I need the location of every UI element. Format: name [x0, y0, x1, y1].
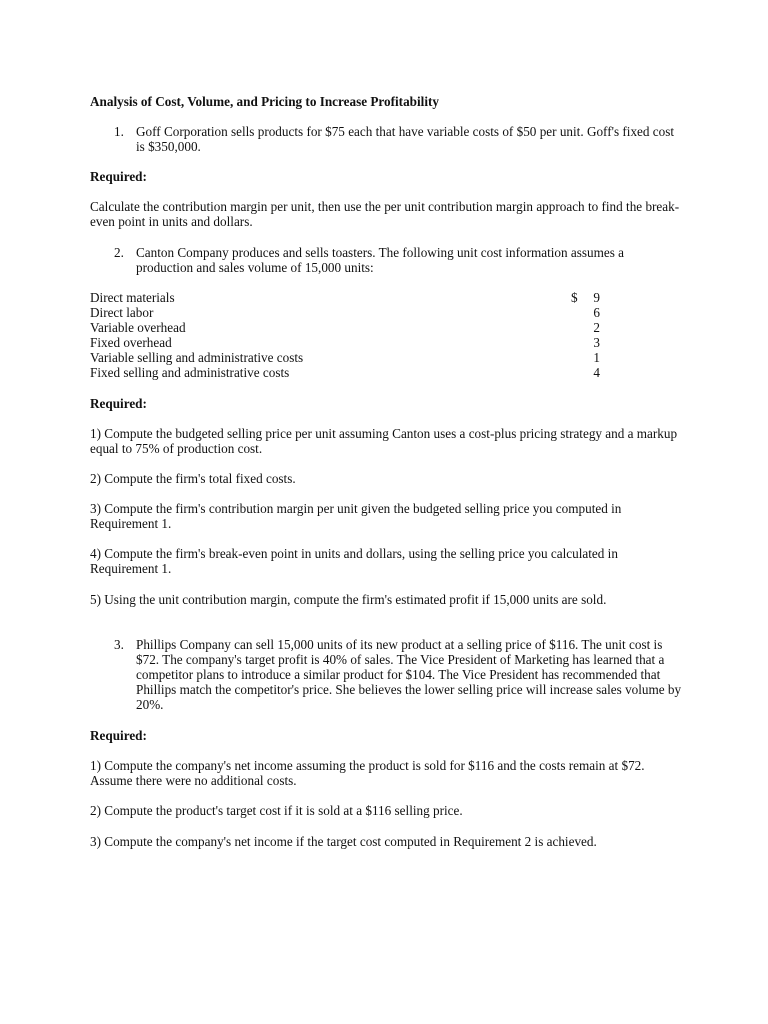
cost-row: [90, 350, 600, 365]
required-heading: Required:: [90, 169, 147, 184]
cost-label: Variable selling and administrative costs: [90, 350, 304, 365]
cost-row: [90, 320, 600, 335]
requirement-text: 2) Compute the product's target cost if it is sold at a $116 selling price.: [90, 803, 463, 818]
cost-value: 3: [593, 335, 600, 350]
requirement-text: 4) Compute the firm's break-even point in units and dollars, using the selling price you calculated in Requirement 1.: [90, 546, 618, 576]
requirement-text: 5) Using the unit contribution margin, compute the firm's estimated profit if 15,000 units are sold.: [90, 592, 607, 607]
requirement-text: 1) Compute the budgeted selling price per unit assuming Canton uses a cost-plus pricing strategy and a markup equal to 75% of production cost.: [90, 426, 678, 456]
cost-row: [90, 365, 600, 380]
unit-cost-table: [90, 290, 600, 380]
requirement-text: 3) Compute the company's net income if the target cost computed in Requirement 2 is achieved.: [90, 834, 597, 849]
cost-value: 4: [593, 365, 600, 380]
cost-value: 6: [593, 305, 600, 320]
cost-row: [90, 290, 600, 305]
requirement-text: 2) Compute the firm's total fixed costs.: [90, 471, 296, 486]
cost-label: Variable overhead: [90, 320, 186, 335]
cost-label: Direct labor: [90, 305, 154, 320]
requirement-text: 3) Compute the firm's contribution margin per unit given the budgeted selling price you computed in Requirement 1.: [90, 501, 622, 531]
requirement-text: 1) Compute the company's net income assuming the product is sold for $116 and the costs remain at $72. Assume there were no additional costs.: [90, 758, 645, 788]
cost-label: Direct materials: [90, 290, 175, 305]
problem-text: Phillips Company can sell 15,000 units of its new product at a selling price of $116. The unit cost is $72. The company's target profit is 40% of sales. The Vice President of Marketing has learned that a competitor plans to introduce a similar product for $104. The Vice President has recommended that Phillips match the competitor's price. She believes the lower selling price will increase sales volume by 20%.: [136, 637, 682, 712]
problem-number: 2.: [114, 245, 124, 260]
required-heading: Required:: [90, 396, 147, 411]
problem-text: Goff Corporation sells products for $75 each that have variable costs of $50 per unit. Goff's fixed cost is $350,000.: [136, 124, 675, 154]
cost-label: Fixed selling and administrative costs: [90, 365, 290, 380]
cost-value: 9: [593, 290, 600, 305]
problem-text: Canton Company produces and sells toasters. The following unit cost information assumes a production and sales volume of 15,000 units:: [136, 245, 624, 275]
problem-number: 1.: [114, 124, 124, 139]
problem-number: 3.: [114, 637, 124, 652]
currency-symbol: $: [571, 290, 578, 305]
cost-value: 1: [593, 350, 600, 365]
cost-row: [90, 335, 600, 350]
cost-row: [90, 305, 600, 320]
required-heading: Required:: [90, 728, 147, 743]
cost-label: Fixed overhead: [90, 335, 172, 350]
requirement-text: Calculate the contribution margin per unit, then use the per unit contribution margin approach to find the break-even point in units and dollars.: [90, 199, 680, 229]
cost-value: 2: [593, 320, 600, 335]
document-title: Analysis of Cost, Volume, and Pricing to Increase Profitability: [90, 94, 439, 109]
